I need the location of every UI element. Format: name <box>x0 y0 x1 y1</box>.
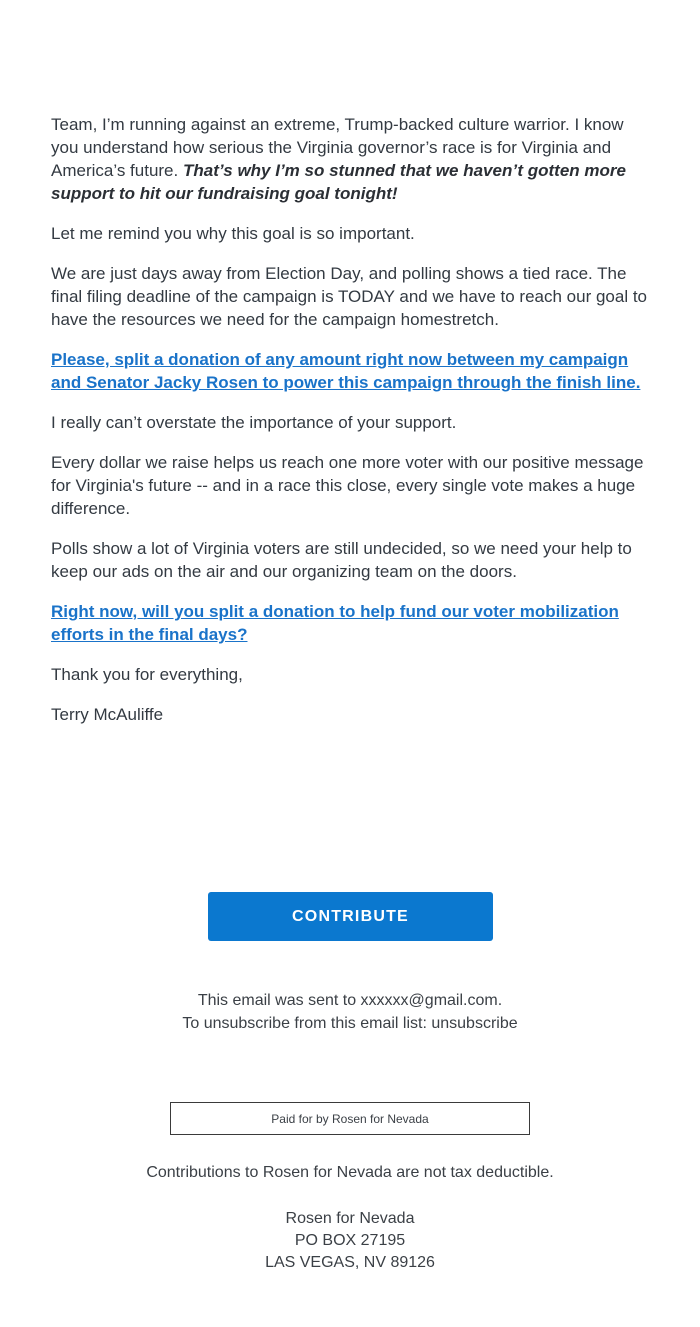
paid-for-box: Paid for by Rosen for Nevada <box>170 1102 530 1135</box>
reminder-paragraph: Let me remind you why this goal is so important. <box>51 224 415 243</box>
mobilization-link-paragraph <box>51 600 651 646</box>
address-city: LAS VEGAS, NV 89126 <box>265 1254 435 1271</box>
intro-emphasis: That’s why I’m so stunned that we haven’t gotten more support to hit our fundraising goal tonight! <box>51 161 626 203</box>
polls-paragraph: Polls show a lot of Virginia voters are still undecided, so we need your help to keep our ads on the air and our organizing team on the doors. <box>51 539 632 581</box>
importance-paragraph: I really can’t overstate the importance of your support. <box>51 413 457 432</box>
every-dollar-paragraph: Every dollar we raise helps us reach one more voter with our positive message for Virginia's future -- and in a race this close, every single vote makes a huge difference. <box>51 453 644 518</box>
address-org: Rosen for Nevada <box>285 1210 415 1227</box>
donation-link-paragraph <box>51 348 651 394</box>
contribute-button-wrapper <box>208 892 493 941</box>
contribute-button[interactable]: CONTRIBUTE <box>208 892 493 941</box>
unsubscribe-prefix: To unsubscribe from this email list: <box>182 1015 432 1032</box>
unsubscribe-line <box>0 1012 700 1035</box>
unsubscribe-link[interactable]: unsubscribe <box>431 1015 518 1032</box>
email-body <box>51 113 651 743</box>
mailing-address <box>0 1208 700 1274</box>
footer-info <box>0 989 700 1035</box>
deadline-paragraph: We are just days away from Election Day, and polling shows a tied race. The final filing deadline of the campaign is TODAY and we have to reach our goal to have the resources we need for the campaign homestretch. <box>51 264 648 329</box>
address-po-box: PO BOX 27195 <box>294 1232 406 1249</box>
closing-line: Thank you for everything, <box>51 665 243 684</box>
intro-text: Team, I’m running against an extreme, Trump-backed culture warrior. I know you understand how serious the Virginia governor’s race is for Virginia and America’s future. <box>51 115 624 180</box>
split-donation-link[interactable]: Please, split a donation of any amount right now between my campaign and Senator Jacky Rosen to power this campaign through the finish line. <box>51 350 641 392</box>
tax-disclaimer: Contributions to Rosen for Nevada are not tax deductible. <box>146 1164 554 1181</box>
sent-to-notice: This email was sent to xxxxxx@gmail.com. <box>197 992 503 1009</box>
mobilization-donation-link[interactable]: Right now, will you split a donation to help fund our voter mobilization efforts in the final days? <box>51 602 619 644</box>
signature: Terry McAuliffe <box>51 705 164 724</box>
intro-paragraph <box>51 113 651 205</box>
